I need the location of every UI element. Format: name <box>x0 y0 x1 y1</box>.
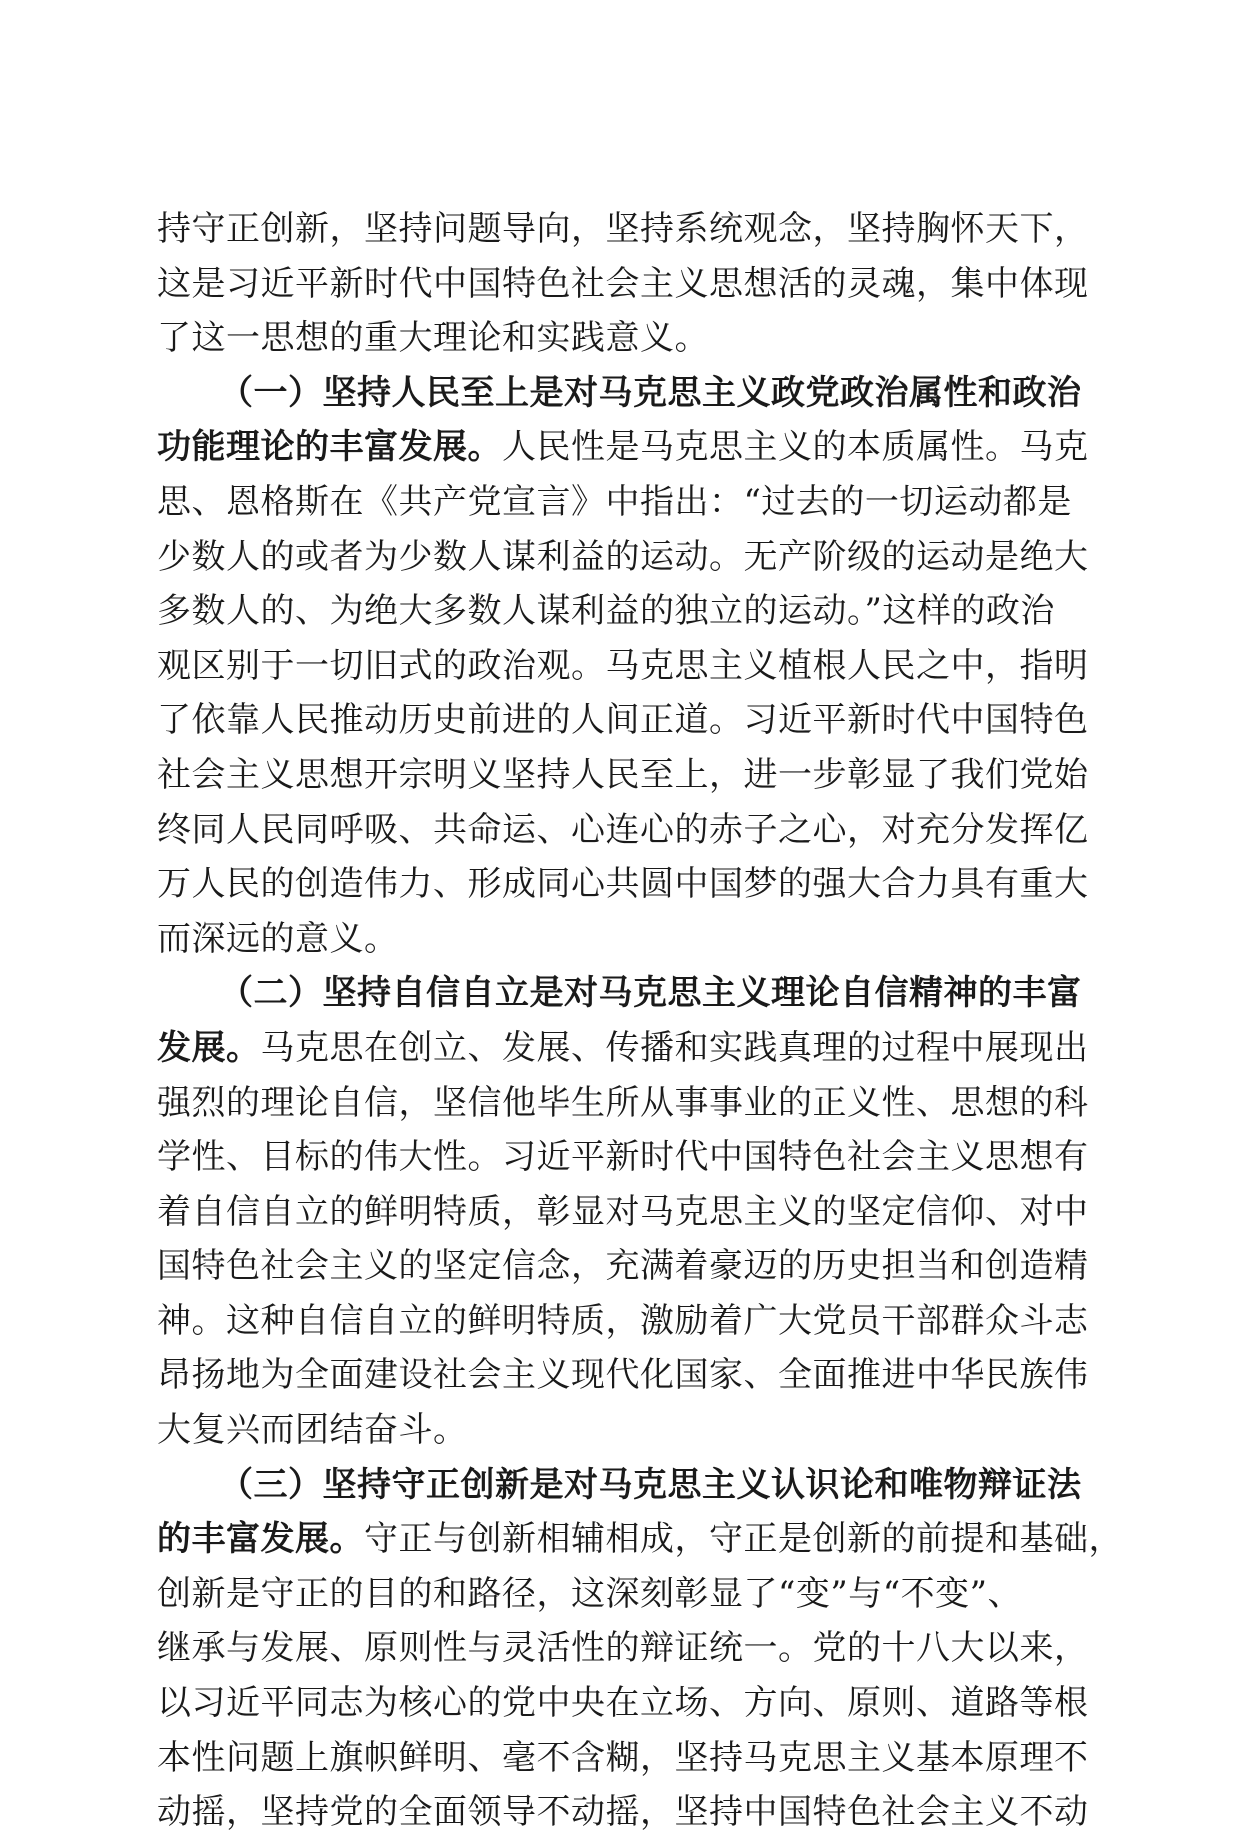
section-heading-line <box>157 366 1087 421</box>
text-line <box>157 912 1087 967</box>
text-line <box>157 1621 1087 1676</box>
text-line <box>157 1185 1087 1240</box>
text-line <box>157 803 1087 858</box>
body-text-segment: 观区别于一切旧式的政治观。马克思主义植根人民之中，指明 <box>157 645 1089 686</box>
text-line <box>157 1294 1087 1349</box>
bold-heading-text: （三）坚持守正创新是对马克思主义认识论和唯物辩证法 <box>219 1464 1082 1505</box>
text-line <box>157 1676 1087 1731</box>
text-line <box>157 1076 1087 1131</box>
body-text-segment: 马克思在创立、发展、传播和实践真理的过程中展现出 <box>260 1027 1089 1068</box>
bold-heading-text: （一）坚持人民至上是对马克思主义政党政治属性和政治 <box>219 372 1082 413</box>
text-line <box>157 748 1087 803</box>
body-text-segment: 了依靠人民推动历史前进的人间正道。习近平新时代中国特色 <box>157 700 1089 741</box>
body-text-segment: 强烈的理论自信，坚信他毕生所从事事业的正义性、思想的科 <box>157 1082 1089 1123</box>
body-text-segment: 昂扬地为全面建设社会主义现代化国家、全面推进中华民族伟 <box>157 1355 1089 1396</box>
text-line <box>157 639 1087 694</box>
text-line <box>157 420 1087 475</box>
text-line <box>157 1731 1087 1786</box>
text-line <box>157 857 1087 912</box>
text-line <box>157 1021 1087 1076</box>
text-line <box>157 475 1087 530</box>
text-line <box>157 1130 1087 1185</box>
text-line <box>157 1567 1087 1622</box>
body-text-segment: 神。这种自信自立的鲜明特质，激励着广大党员干部群众斗志 <box>157 1300 1089 1341</box>
text-line <box>157 1785 1087 1840</box>
text-line <box>157 1403 1087 1458</box>
body-text-segment: 动摇，坚持党的全面领导不动摇，坚持中国特色社会主义不动 <box>157 1792 1089 1833</box>
text-line <box>157 202 1087 257</box>
bold-heading-text: 的丰富发展。 <box>157 1519 364 1560</box>
bold-heading-text: （二）坚持自信自立是对马克思主义理论自信精神的丰富 <box>219 973 1082 1014</box>
text-line <box>157 1348 1087 1403</box>
body-text-segment: 持守正创新，坚持问题导向，坚持系统观念，坚持胸怀天下， <box>157 209 1089 249</box>
text-line <box>157 1512 1123 1567</box>
body-text-segment: 着自信自立的鲜明特质，彰显对马克思主义的坚定信仰、对中 <box>157 1191 1089 1232</box>
text-line <box>157 257 1087 312</box>
body-text-segment: 少数人的或者为少数人谋利益的运动。无产阶级的运动是绝大 <box>157 536 1089 577</box>
text-line <box>157 693 1087 748</box>
body-text-segment: 这是习近平新时代中国特色社会主义思想活的灵魂，集中体现 <box>157 263 1089 304</box>
body-text-segment: 多数人的、为绝大多数人谋利益的独立的运动。”这样的政治 <box>157 591 1055 632</box>
body-text-segment: 守正与创新相辅相成，守正是创新的前提和基础， <box>364 1519 1123 1560</box>
section-heading-line <box>157 966 1087 1021</box>
body-text-segment: 继承与发展、原则性与灵活性的辩证统一。党的十八大以来， <box>157 1628 1089 1669</box>
body-text-segment: 创新是守正的目的和路径，这深刻彰显了“变”与“不变”、 <box>157 1573 1023 1614</box>
body-text-segment: 万人民的创造伟力、形成同心共圆中国梦的强大合力具有重大 <box>157 864 1089 905</box>
body-text-segment: 了这一思想的重大理论和实践意义。 <box>157 318 709 359</box>
body-text-segment: 大复兴而团结奋斗。 <box>157 1410 468 1451</box>
section-heading-line <box>157 1458 1087 1513</box>
body-text-segment: 思、恩格斯在《共产党宣言》中指出：“过去的一切运动都是 <box>157 481 1072 522</box>
text-line <box>157 311 1087 366</box>
body-text-segment: 终同人民同呼吸、共命运、心连心的赤子之心，对充分发挥亿 <box>157 809 1089 850</box>
body-text-segment: 以习近平同志为核心的党中央在立场、方向、原则、道路等根 <box>157 1683 1089 1724</box>
body-text-segment: 人民性是马克思主义的本质属性。马克 <box>502 427 1089 468</box>
body-text-segment: 而深远的意义。 <box>157 918 399 959</box>
body-text-segment: 社会主义思想开宗明义坚持人民至上，进一步彰显了我们党始 <box>157 754 1089 795</box>
text-line <box>157 530 1087 585</box>
body-text-segment: 国特色社会主义的坚定信念，充满着豪迈的历史担当和创造精 <box>157 1246 1089 1287</box>
text-line <box>157 1239 1087 1294</box>
bold-heading-text: 发展。 <box>157 1027 261 1068</box>
body-text-segment: 本性问题上旗帜鲜明、毫不含糊，坚持马克思主义基本原理不 <box>157 1737 1089 1778</box>
text-line <box>157 584 1087 639</box>
bold-heading-text: 功能理论的丰富发展。 <box>157 427 502 468</box>
body-text-segment: 学性、目标的伟大性。习近平新时代中国特色社会主义思想有 <box>157 1137 1089 1178</box>
body-text <box>157 202 1123 1840</box>
